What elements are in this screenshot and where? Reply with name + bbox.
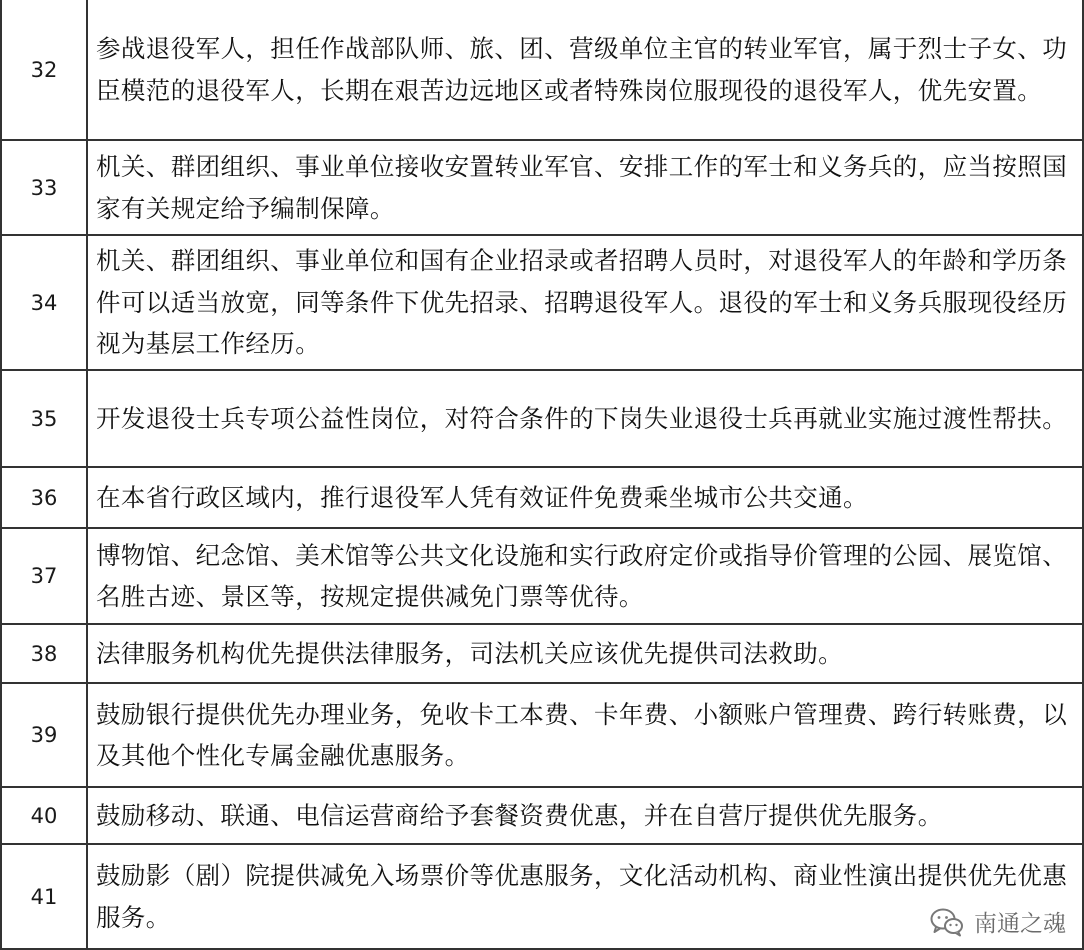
row-text: 机关、群团组织、事业单位和国有企业招录或者招聘人员时，对退役军人的年龄和学历条件可以适当放宽，同等条件下优先招录、招聘退役军人。退役的军士和义务兵服现役经历视为基层工作经历。 (87, 235, 1083, 370)
row-text: 法律服务机构优先提供法律服务，司法机关应该优先提供司法救助。 (87, 624, 1083, 683)
row-text: 鼓励影（剧）院提供减免入场票价等优惠服务，文化活动机构、商业性演出提供优先优惠服务。 (87, 844, 1083, 949)
row-text: 博物馆、纪念馆、美术馆等公共文化设施和实行政府定价或指导价管理的公园、展览馆、名胜古迹、景区等，按规定提供减免门票等优待。 (87, 528, 1083, 624)
row-number: 41 (1, 844, 87, 949)
row-number: 38 (1, 624, 87, 683)
table-row (1, 844, 1083, 949)
row-text: 在本省行政区域内，推行退役军人凭有效证件免费乘坐城市公共交通。 (87, 467, 1083, 528)
table-row (1, 683, 1083, 787)
row-text: 机关、群团组织、事业单位接收安置转业军官、安排工作的军士和义务兵的，应当按照国家有关规定给予编制保障。 (87, 140, 1083, 235)
row-number: 37 (1, 528, 87, 624)
table-row (1, 787, 1083, 844)
row-text: 参战退役军人，担任作战部队师、旅、团、营级单位主官的转业军官，属于烈士子女、功臣模范的退役军人，长期在艰苦边远地区或者特殊岗位服现役的退役军人，优先安置。 (87, 0, 1083, 140)
row-text: 鼓励移动、联通、电信运营商给予套餐资费优惠，并在自营厅提供优先服务。 (87, 787, 1083, 844)
table-row (1, 370, 1083, 467)
row-number: 40 (1, 787, 87, 844)
table-row (1, 467, 1083, 528)
row-number: 33 (1, 140, 87, 235)
table-row (1, 528, 1083, 624)
table-row (1, 624, 1083, 683)
row-text: 开发退役士兵专项公益性岗位，对符合条件的下岗失业退役士兵再就业实施过渡性帮扶。 (87, 370, 1083, 467)
row-number: 34 (1, 235, 87, 370)
table-row (1, 0, 1083, 140)
row-number: 35 (1, 370, 87, 467)
watermark-text: 南通之魂 (974, 911, 1066, 937)
row-number: 36 (1, 467, 87, 528)
row-number: 32 (1, 0, 87, 140)
row-number: 39 (1, 683, 87, 787)
table-row (1, 235, 1083, 370)
table-row (1, 140, 1083, 235)
row-text: 鼓励银行提供优先办理业务，免收卡工本费、卡年费、小额账户管理费、跨行转账费，以及其他个性化专属金融优惠服务。 (87, 683, 1083, 787)
